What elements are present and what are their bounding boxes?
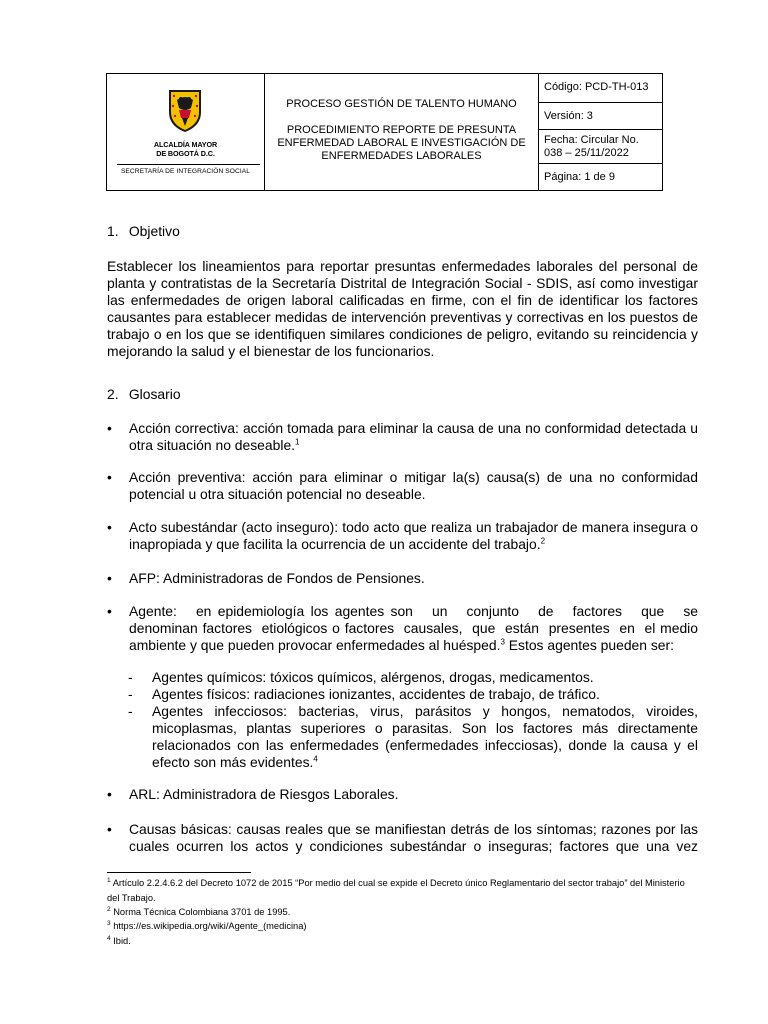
bullet-icon: • bbox=[107, 519, 112, 535]
section-heading-objetivo: 1. Objetivo bbox=[107, 223, 180, 239]
footnote-ref: 4 bbox=[313, 754, 318, 764]
bullet-icon: • bbox=[107, 570, 112, 586]
bullet-icon: • bbox=[107, 821, 112, 837]
glossary-item: • Agente: en epidemiología los agentes son un conjunto de factores que se denominan factores etiológicos o factores causales, que están presentes en el medio ambiente y que pueden provocar enfermedades al huésped.$^3$ Estos agentes pueden ser: bbox=[107, 603, 702, 653]
glossary-item: • Acción preventiva: acción para eliminar o mitigar la(s) causa(s) de una no conformidad potencial u otra situación potencial no deseable. bbox=[107, 469, 698, 502]
dash-marker: - bbox=[128, 669, 133, 685]
objective-paragraph: Establecer los lineamientos para reportar presuntas enfermedades laborales del personal de planta y contratistas de la Secretaría Distrital de Integración Social - SDIS, así como investigar las enfermedades de origen laboral calificadas en firme, con el fin de identificar los factores causantes para establecer medidas de intervención preventivas y correctivas en los puestos de trabajo o en los que se identifiquen similares condiciones de peligro, evitando su reincidencia y mejorando la salud y el bienestar de los funcionarios. bbox=[107, 258, 698, 359]
procedure-title: PROCEDIMIENTO REPORTE DE PRESUNTA ENFERMEDAD LABORAL E INVESTIGACIÓN DE ENFERMEDADES LABORALES bbox=[277, 124, 526, 162]
bogota-coat-of-arms-icon bbox=[165, 86, 205, 134]
dash-marker: - bbox=[128, 686, 133, 702]
logo-divider bbox=[117, 164, 260, 165]
glossary-item: • Acto subestándar (acto inseguro): todo acto que realiza un trabajador de manera insegura o inapropiada y que facilita la ocurrencia de un accidente del trabajo.$^2$ bbox=[107, 519, 698, 552]
logo-cell bbox=[107, 74, 265, 190]
department-name: SECRETARÍA DE INTEGRACIÓN SOCIAL bbox=[120, 168, 251, 175]
footnote: $^3$ https://es.wikipedia.org/wiki/Agente_(medicina) bbox=[107, 919, 307, 931]
footnote: $^1$ Artículo 2.2.4.6.2 del Decreto 1072 de 2015 “Por medio del cual se expide el Decreto único Reglamentario del sector trabajo” del Ministerio del Trabajo. bbox=[107, 876, 685, 903]
footnote-separator bbox=[107, 872, 251, 873]
dash-marker: - bbox=[128, 703, 133, 719]
process-title: PROCESO GESTIÓN DE TALENTO HUMANO bbox=[286, 98, 517, 110]
footnote-ref: 3 bbox=[500, 637, 505, 647]
document-date: Fecha: Circular No. 038 – 25/11/2022 bbox=[539, 130, 662, 164]
title-cell bbox=[265, 74, 539, 190]
bullet-icon: • bbox=[107, 469, 112, 485]
document-version: Versión: 3 bbox=[539, 103, 662, 130]
document-header-table bbox=[106, 73, 663, 191]
glossary-item: • Causas básicas: causas reales que se manifiestan detrás de los síntomas; razones por las cuales ocurren los actos y condiciones subestándar o inseguras; factores que una vez bbox=[107, 821, 698, 854]
glossary-item: • Acción correctiva: acción tomada para eliminar la causa de una no conformidad detectada u otra situación no deseable.$^1$ bbox=[107, 420, 698, 453]
metadata-cell bbox=[539, 74, 662, 190]
footnote: $^4$ Ibid. bbox=[107, 934, 131, 946]
page-number: Página: 1 de 9 bbox=[544, 171, 615, 183]
document-code: Código: PCD-TH-013 bbox=[539, 74, 662, 103]
bullet-icon: • bbox=[107, 786, 112, 802]
agent-list-item: - Agentes químicos: tóxicos químicos, alérgenos, drogas, medicamentos. bbox=[128, 669, 594, 685]
glossary-item: • ARL: Administradora de Riesgos Laborales. bbox=[107, 786, 399, 802]
bullet-icon: • bbox=[107, 603, 112, 619]
footnote: $^2$ Norma Técnica Colombiana 3701 de 1995. bbox=[107, 905, 291, 917]
logo-text: ALCALDÍA MAYOR DE BOGOTÁ D.C. bbox=[153, 140, 218, 158]
glossary-item: • AFP: Administradoras de Fondos de Pensiones. bbox=[107, 570, 425, 586]
agent-list-item: - Agentes infecciosos: bacterias, virus, parásitos y hongos, nematodos, viroides, micoplasmas, plantas superiores o parasitas. Son los factores más directamente relacionados con las enfermedades (enfermedades infecciosas), donde la causa y el efecto son más evidentes.$^4$ bbox=[128, 703, 698, 770]
footnote-ref: 1 bbox=[295, 437, 300, 447]
footnote-ref: 2 bbox=[540, 536, 546, 546]
section-heading-glosario: 2. Glosario bbox=[107, 386, 181, 402]
agent-list-item: - Agentes físicos: radiaciones ionizantes, accidentes de trabajo, de tráfico. bbox=[128, 686, 600, 702]
bullet-icon: • bbox=[107, 420, 112, 436]
